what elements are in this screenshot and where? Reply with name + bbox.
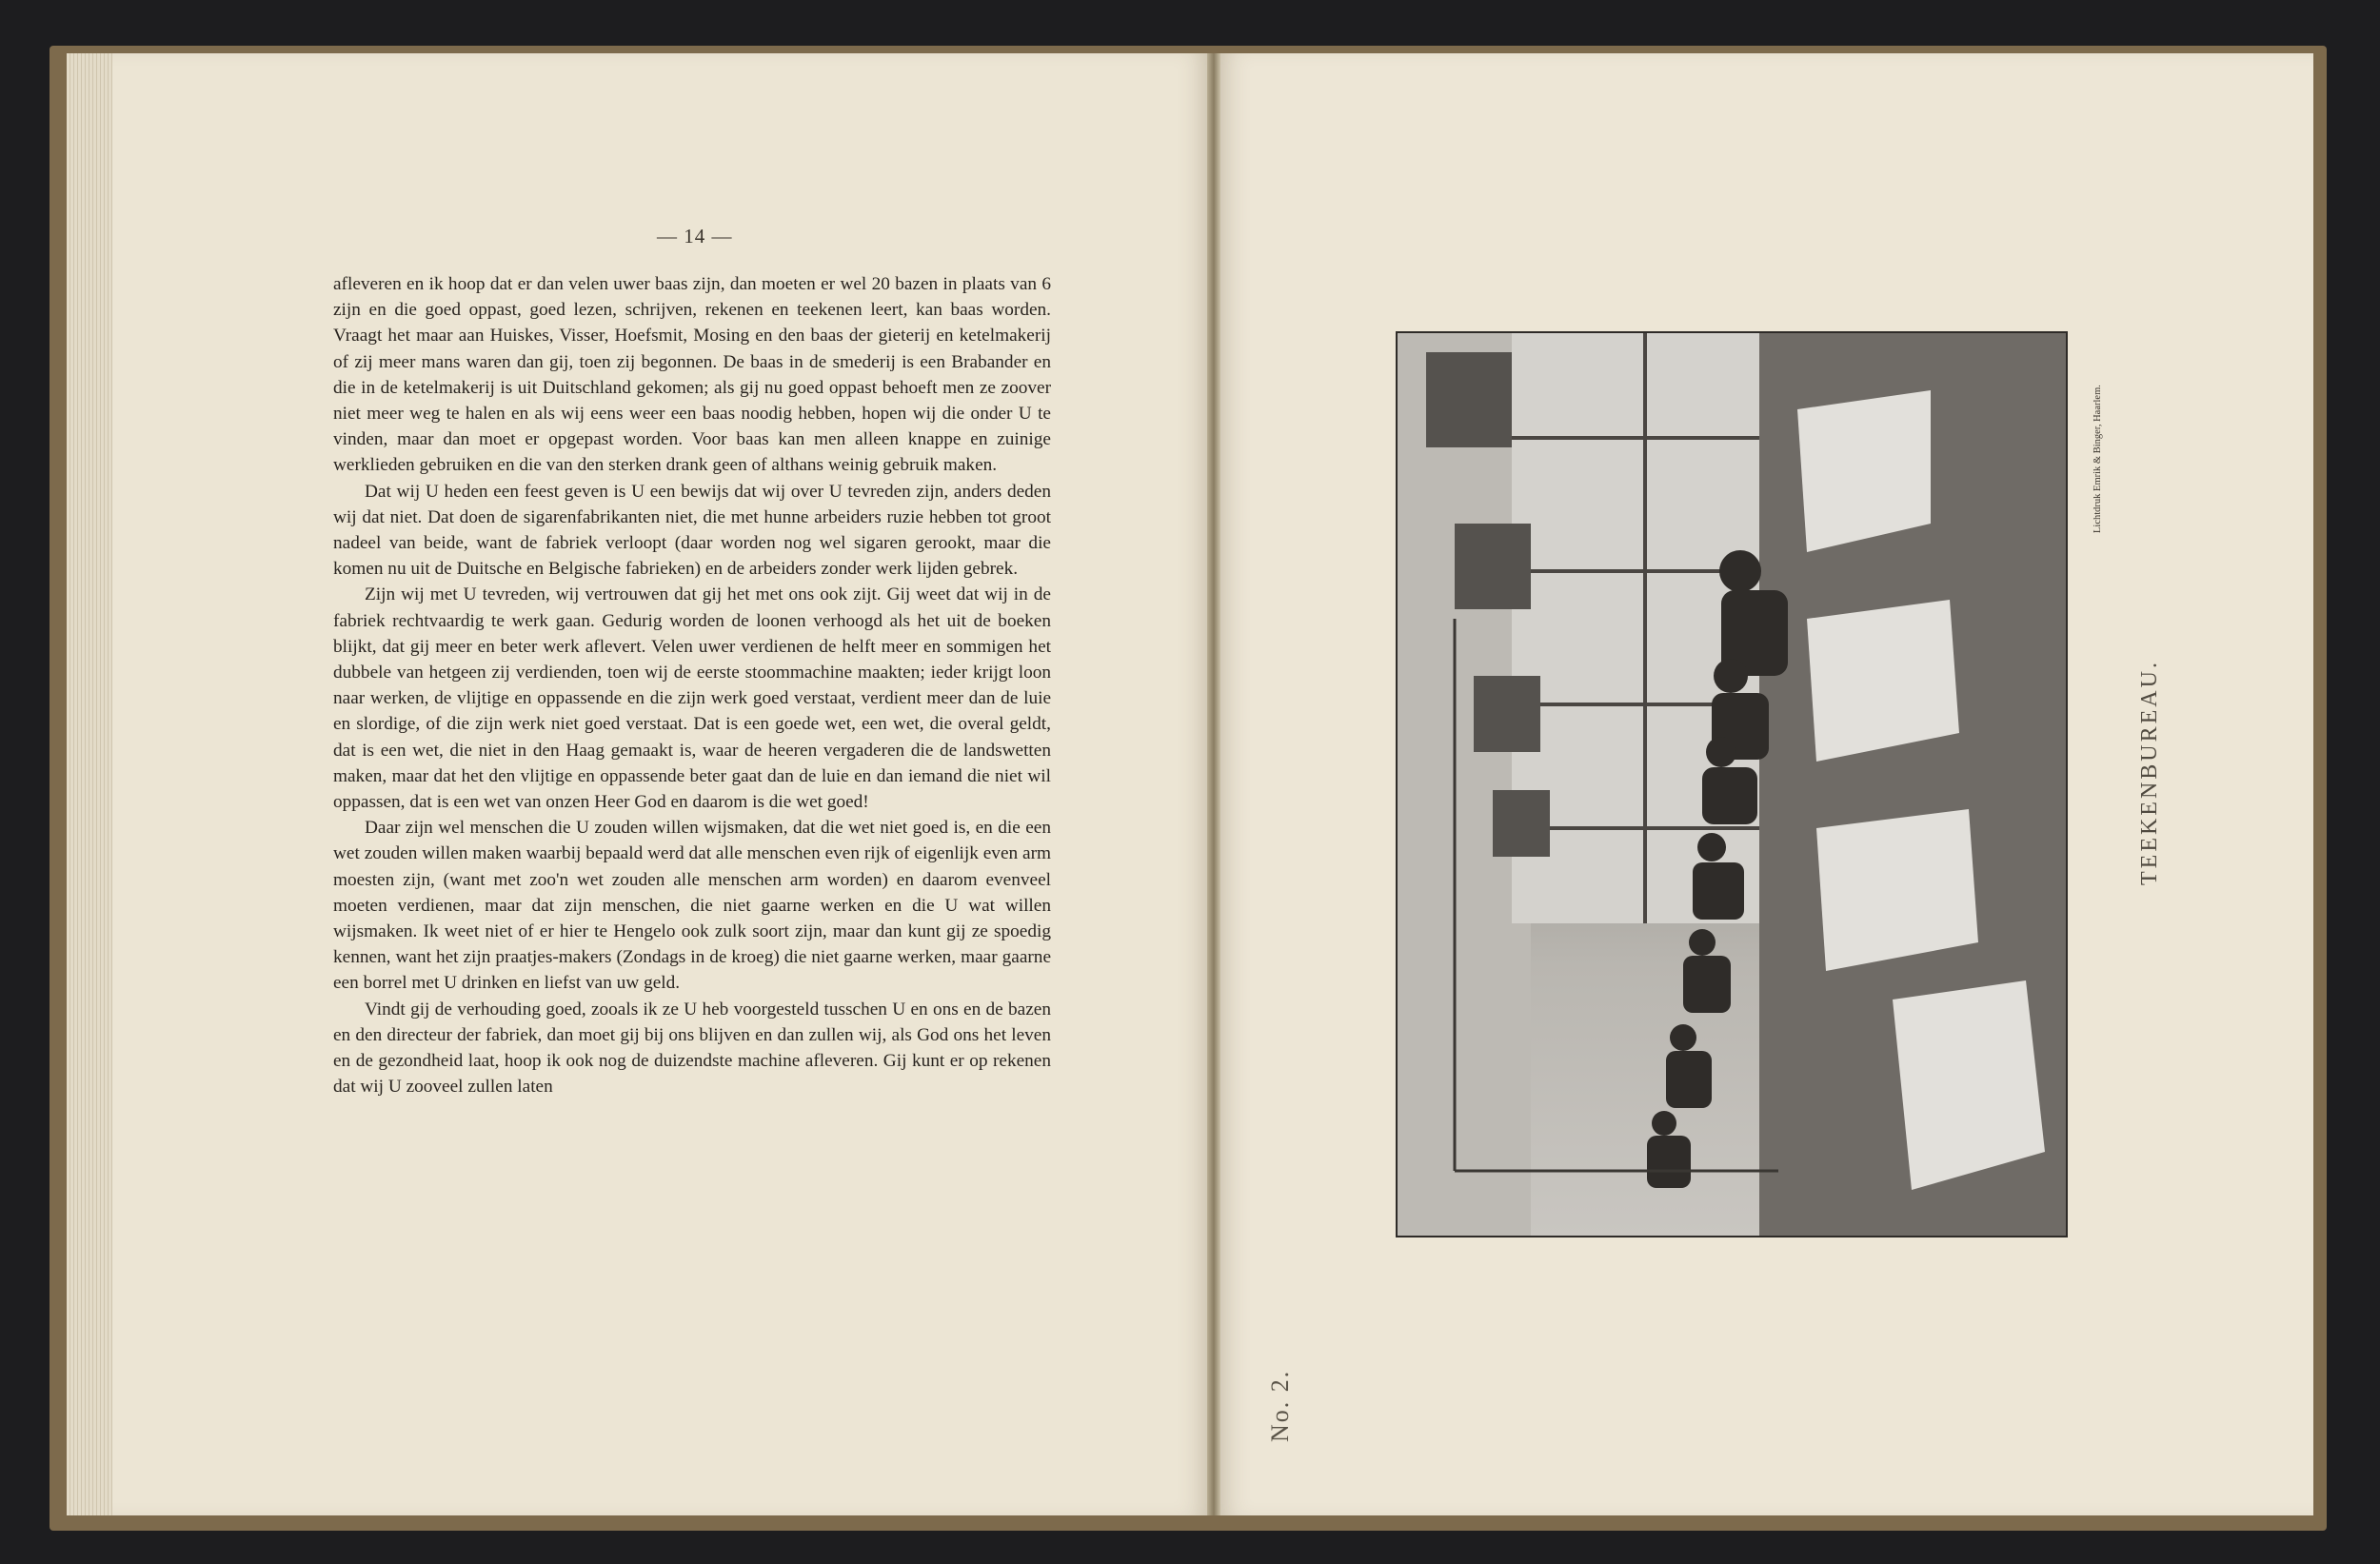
photo-illustration bbox=[1398, 333, 2066, 1236]
photo-wall bbox=[1398, 333, 1531, 1236]
page-number: — 14 — bbox=[657, 225, 733, 247]
paragraph: Daar zijn wel menschen die U zouden willen wijsmaken, dat die wet niet goed is, en die een wet zouden willen maken waarbij bepaald werd dat alle menschen even rijk of eigenlijk even arm moesten zijn, (want met zoo'n wet zouden alle menschen arm worden) en daarom evenveel moeten verdienen, maar dat zijn menschen, die niet gaarne werken en die U wat willen wijsmaken. Ik weet niet of er hier te Hengelo ook zulk soort zijn, maar dan kunt gij ze spoedig kennen, want het zijn praatjes-makers (Zondags in de kroeg) die niet gaarne werken, maar gaarne een borrel met U drinken en liefst van uw geld. bbox=[333, 818, 1051, 994]
paragraph: Dat wij U heden een feest geven is U een bewijs dat wij over U tevreden zijn, anders deden wij dat niet. Dat doen de sigarenfabrikanten niet, die met hunne arbeiders ruzie hebben tot groot nadeel van beide, want de fabriek verloopt (daar worden nog wel sigaren gerookt, maar die komen nu uit de Duitsche en Belgische fabrieken) en de arbeiders zonder werk lijden gebrek. bbox=[333, 481, 1051, 580]
photo-caption: TEEKENBUREAU. bbox=[2137, 660, 2162, 885]
paragraph: Zijn wij met U tevreden, wij vertrouwen dat gij het met ons ook zijt. Gij weet dat wij in de fabriek rechtvaardig te werk gaan. Gedurig worden de loonen verhoogd als het uit de boeken blijkt, dat gij meer en beter werk aflevert. Velen uwer verdienen de helft meer en sommigen het dubbele van hetgeen zij verdienden, toen wij de eerste stoommachine maakten; ieder krijgt loon naar werken, de vlijtige en oppassende en die zijn werk goed verstaat, verdient meer dan de luie en slordige, of die zijn werk niet goed verstaat. Dat is een goede wet, een wet, die overal geldt, dat is een wet, die niet in den Haag gemaakt is, waar de heeren vergaderen die de landswetten maken, maar dat het den vlijtige en oppassende beter gaat dan de luie en dan iemand die niet wil oppassen, dat is een wet van onzen Heer God en daarom is die wet goed! bbox=[333, 584, 1051, 813]
paragraph: afleveren en ik hoop dat er dan velen uwer baas zijn, dan moeten er wel 20 bazen in plaats van 6 zijn en die goed oppast, goed lezen, schrijven, rekenen en teekenen leert, kan baas worden. Vraagt het maar aan Huiskes, Visser, Hoefsmit, Mosing en den baas der gieterij en ketelmakerij of zij meer mans waren dan gij, toen zij begonnen. De baas in de smederij is een Brabander en die in de ketelmakerij is uit Duitschland gekomen; als gij nu goed oppast behoeft men ze zoover niet meer weg te halen en als wij eens weer een baas noodig hebben, hopen wij die onder U te vinden, maar dan moet er opgepast worden. Voor baas kan men alleen knappe en zuinige werklieden gebruiken en die van den sterken drank geen of althans weinig gebruik maken. bbox=[333, 274, 1051, 476]
book-gutter bbox=[1207, 53, 1220, 1515]
paragraph: Vindt gij de verhouding goed, zooals ik ze U heb voorgesteld tusschen U en ons en de bazen en den directeur der fabriek, dan moet gij bij ons blijven en dan zullen wij, als God ons het leven en de gezondheid laat, hoop ik ook nog de duizendste machine afleveren. Gij kunt er op rekenen dat wij U zooveel zullen laten bbox=[333, 999, 1051, 1098]
drawing-office-photograph bbox=[1396, 331, 2068, 1237]
page-edges bbox=[67, 53, 112, 1515]
body-text bbox=[333, 271, 1051, 1100]
photo-credit: Lichtdruk Emrik & Binger, Haarlem. bbox=[2092, 385, 2103, 533]
plate-number: No. 2. bbox=[1266, 1369, 1294, 1442]
